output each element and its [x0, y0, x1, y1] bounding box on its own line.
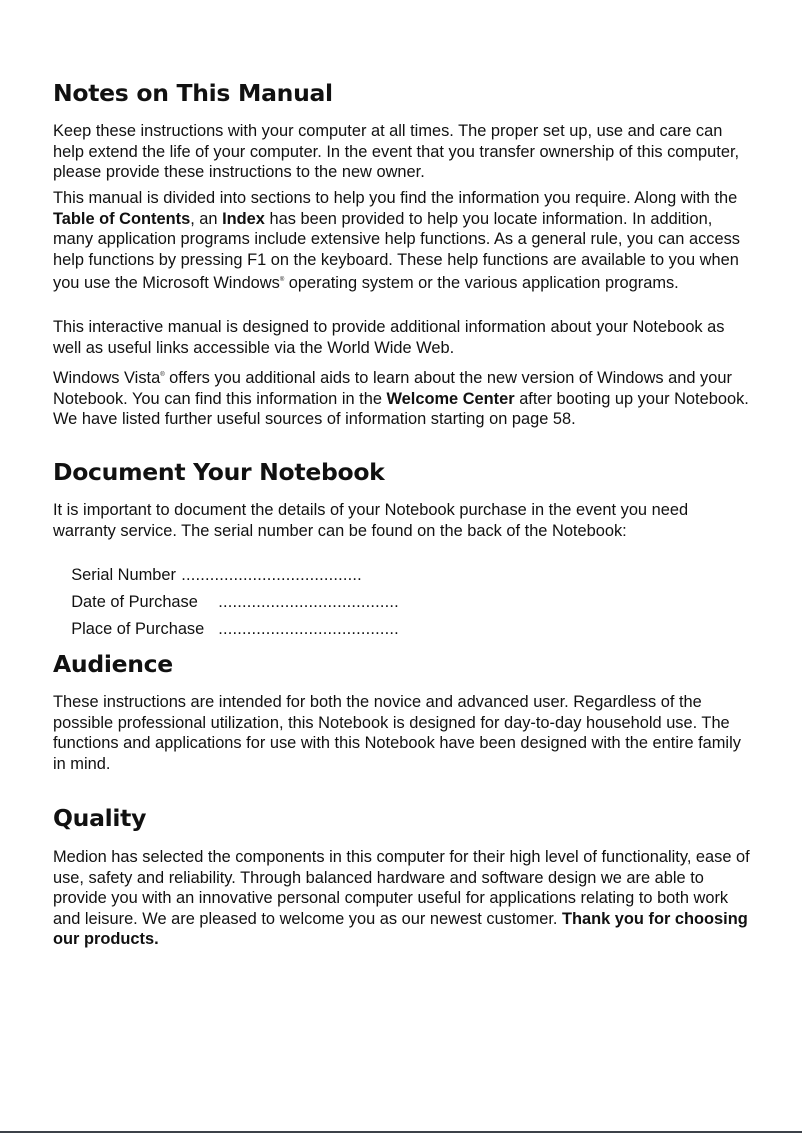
heading-quality: Quality — [53, 804, 147, 832]
heading-audience: Audience — [53, 650, 173, 678]
field-label: Place of Purchase — [71, 620, 205, 638]
text: This manual is divided into sections to help you find the information you require. Along with the — [53, 189, 738, 207]
heading-document-your-notebook: Document Your Notebook — [53, 458, 385, 486]
field-label: Serial Number — [71, 566, 176, 584]
paragraph-keep-instructions: Keep these instructions with your computer at all times. The proper set up, use and care can help extend the life of your computer. In the event that you transfer ownership of this computer, please provide these instructions to the new owner. — [53, 122, 740, 181]
registered-mark: ® — [160, 372, 165, 378]
paragraph-document-details: It is important to document the details of your Notebook purchase in the event you need warranty service. The serial number can be found on the back of the Notebook: — [53, 501, 689, 540]
text: offers you additional aids to learn about the new version of Windows and your Notebook. You can find this information in the — [53, 369, 732, 408]
field-label: Date of Purchase — [71, 593, 198, 611]
paragraph-manual-sections — [53, 188, 753, 294]
bold-thank-you: Thank you for choosing our products. — [53, 909, 748, 948]
text: Windows Vista — [53, 369, 161, 387]
paragraph-interactive-manual: This interactive manual is designed to provide additional information about your Notebook as well as useful links accessible via the World Wide Web. — [53, 318, 725, 357]
heading-notes-on-this-manual: Notes on This Manual — [53, 79, 333, 107]
text: has been provided to help you locate information. In addition, many application programs include extensive help functions. As a general rule, you can access help functions by pressing F1 on the keyboard. These help functions are available to you when you use the Microsoft Windows — [53, 209, 740, 292]
text: Medion has selected the components in this computer for their high level of functionality, ease of use, safety and reliability. Through balanced hardware and software design we are able to provide you with an innovative personal computer useful for applications relating to both work and leisure. We are pleased to welcome you as our newest customer. — [53, 848, 750, 928]
text: operating system or the various application programs. — [284, 274, 679, 292]
registered-mark: ® — [279, 277, 285, 283]
paragraph-windows-vista — [53, 365, 753, 430]
field-blank: ...................................... — [181, 566, 362, 584]
bold-welcome-center: Welcome Center — [386, 389, 515, 408]
paragraph-quality — [53, 847, 753, 950]
bold-index: Index — [222, 209, 265, 228]
field-blank: ...................................... — [218, 593, 399, 611]
text: after booting up your Notebook. We have listed further useful sources of information starting on page 58. — [53, 389, 749, 428]
bold-table-of-contents: Table of Contents — [53, 209, 191, 228]
field-blank: ...................................... — [218, 620, 399, 638]
text: , an — [190, 209, 223, 228]
paragraph-audience: These instructions are intended for both the novice and advanced user. Regardless of the possible professional utilization, this Notebook is designed for day-to-day household use. The functions and applications for use with this Notebook have been designed with the entire family in mind. — [53, 693, 741, 773]
